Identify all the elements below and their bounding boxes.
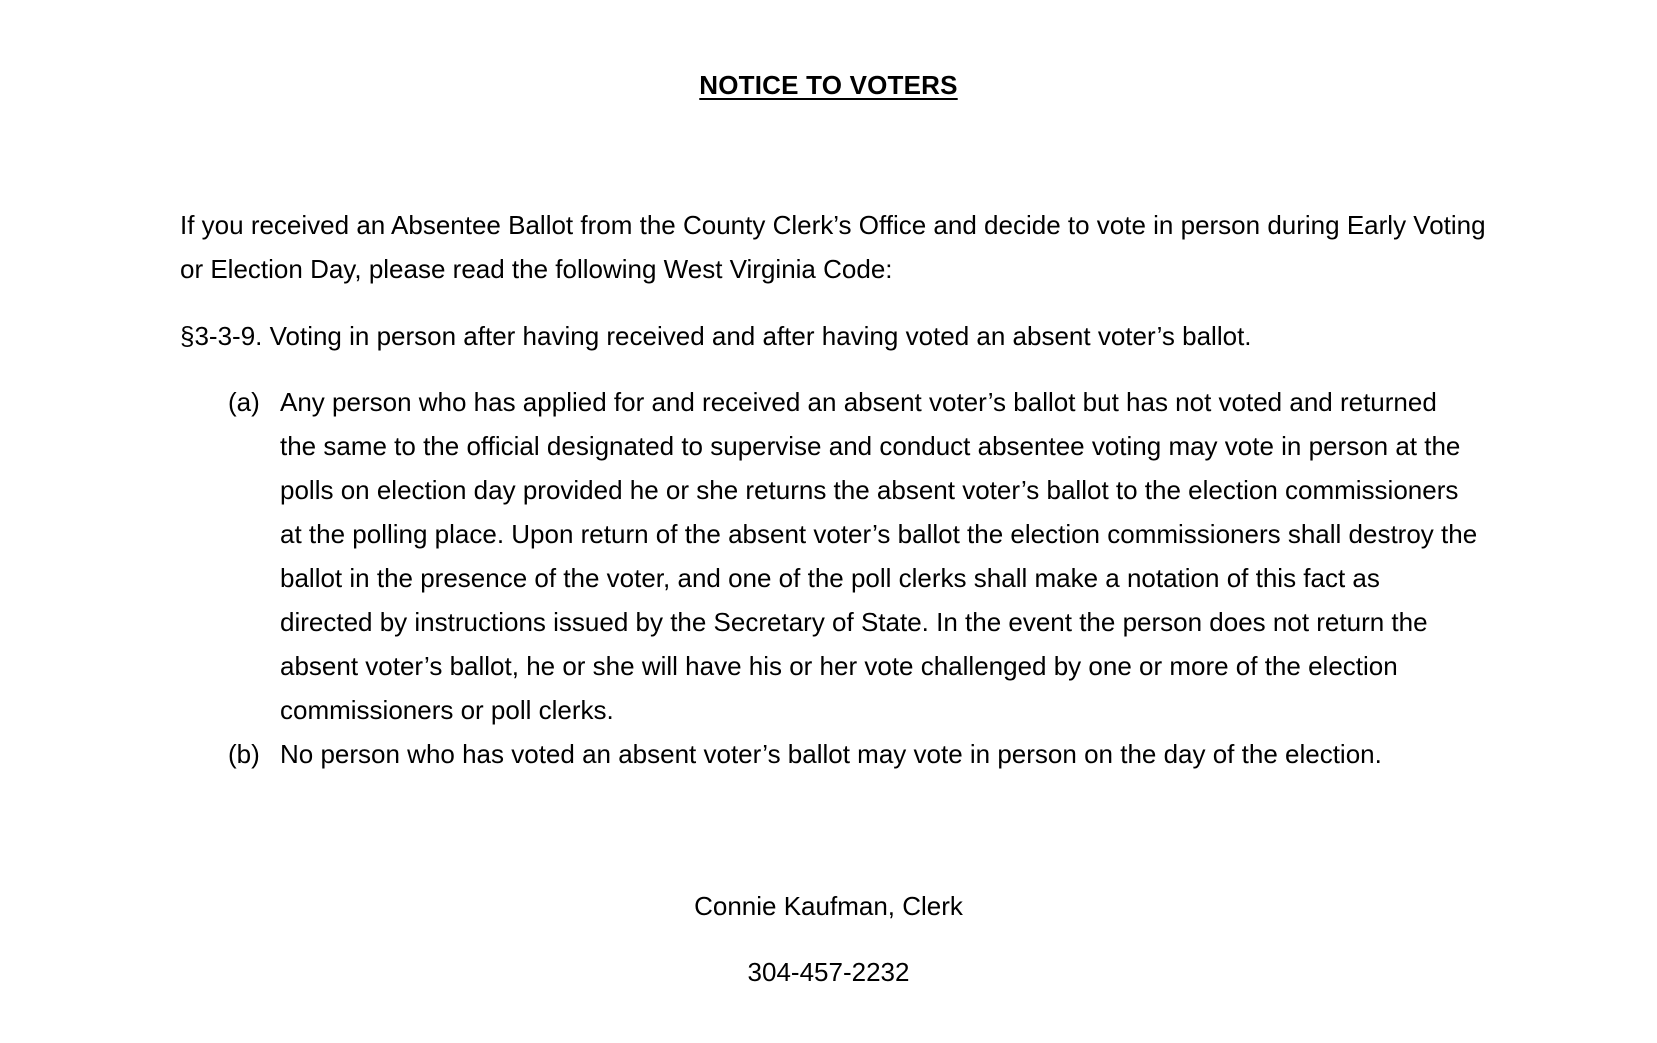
subsection-a — [228, 380, 1478, 732]
subsection-text: No person who has voted an absent voter’s ballot may vote in person on the day of the election. — [280, 739, 1382, 769]
notice-title: NOTICE TO VOTERS — [699, 70, 958, 100]
code-section-heading: §3-3-9. Voting in person after having received and after having voted an absent voter’s ballot. — [180, 321, 1252, 351]
subsection-text: Any person who has applied for and received an absent voter’s ballot but has not voted and returned the same to the official designated to supervise and conduct absentee voting may vote in person at the polls on election day provided he or she returns the absent voter’s ballot to the election commissioners at the polling place. Upon return of the absent voter’s ballot the election commissioners shall destroy the ballot in the presence of the voter, and one of the poll clerks shall make a notation of this fact as directed by instructions issued by the Secretary of State. In the event the person does not return the absent voter’s ballot, he or she will have his or her vote challenged by one or more of the election commissioners or poll clerks. — [280, 387, 1478, 725]
subsection-list — [228, 380, 1478, 776]
clerk-phone: 304-457-2232 — [747, 957, 910, 987]
subsection-marker: (b) — [228, 739, 260, 769]
intro-paragraph: If you received an Absentee Ballot from the County Clerk’s Office and decide to vote in person during Early Voting or Election Day, please read the following West Virginia Code: — [180, 210, 1486, 284]
clerk-signature: Connie Kaufman, Clerk — [694, 891, 963, 921]
subsection-b — [228, 732, 1478, 776]
subsection-marker: (a) — [228, 387, 260, 417]
